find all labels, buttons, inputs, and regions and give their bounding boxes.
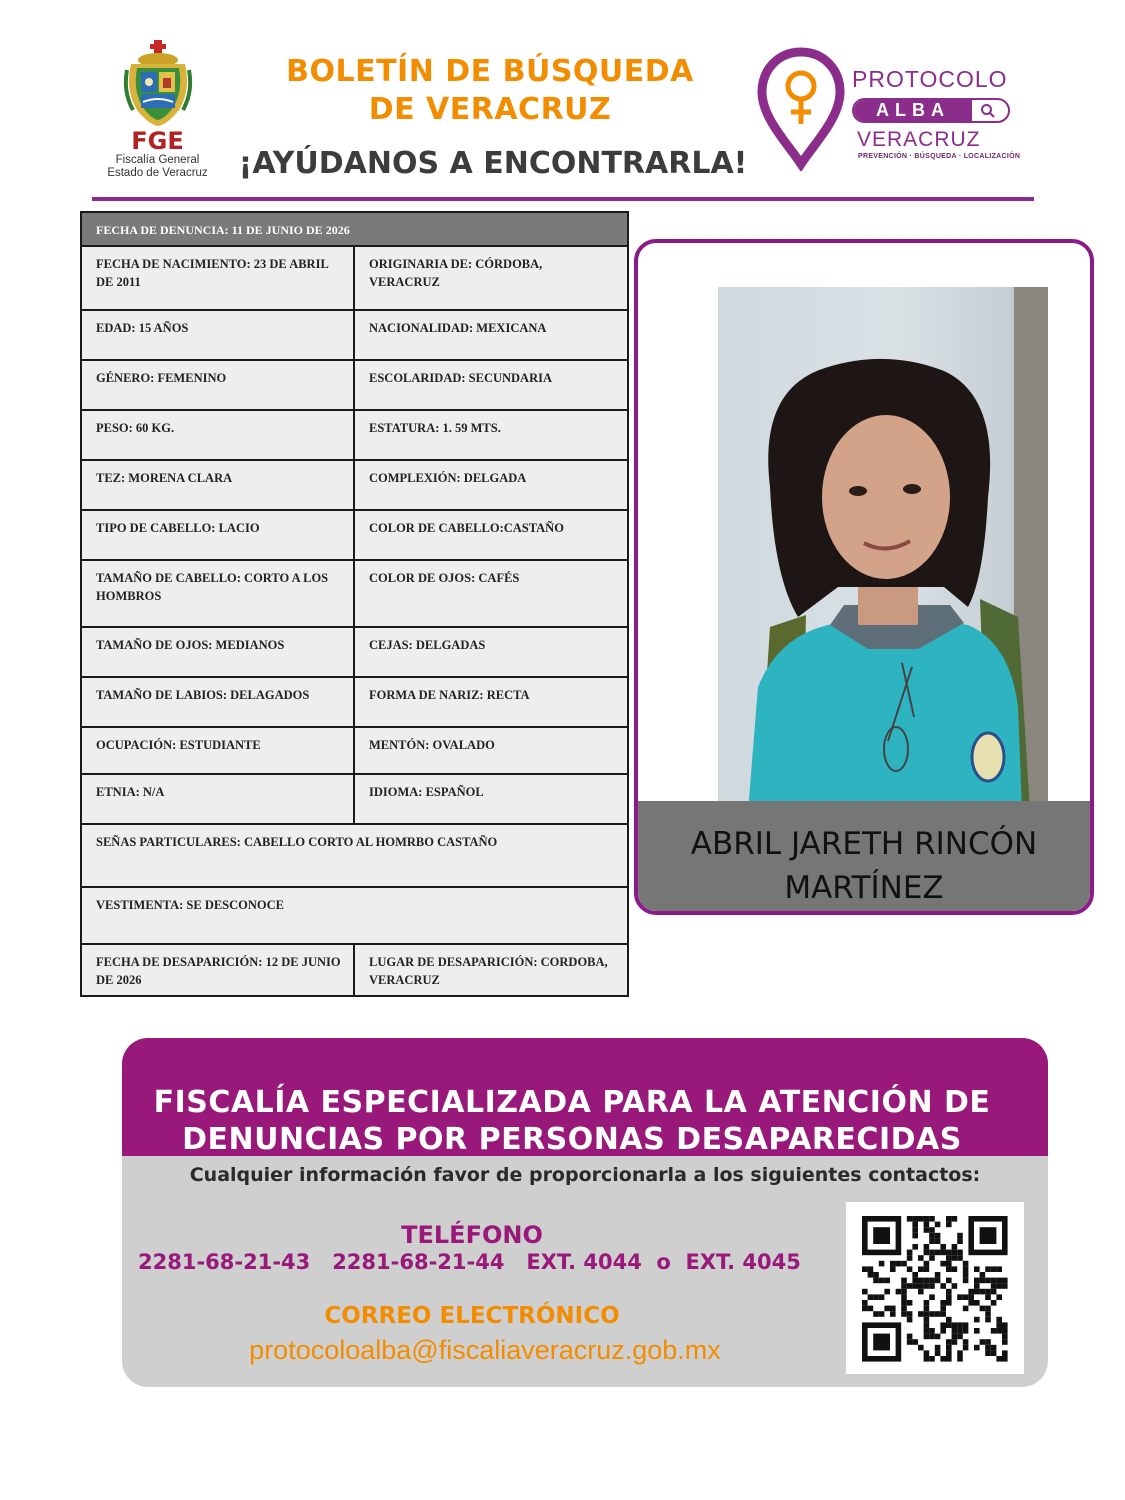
- table-row: [81, 824, 628, 887]
- bulletin-title-line1: BOLETÍN DE BÚSQUEDA: [286, 54, 694, 89]
- origin-cell: ORIGINARIA DE: CÓRDOBA, VERACRUZ: [354, 246, 628, 310]
- table-row: [81, 627, 628, 677]
- table-row: [81, 360, 628, 410]
- bulletin-title-line2: DE VERACRUZ: [368, 92, 612, 127]
- fge-name-line2: Estado de Veracruz: [107, 167, 208, 179]
- build-cell: COMPLEXIÓN: DELGADA: [354, 460, 628, 510]
- person-name-line1: ABRIL JARETH RINCÓN: [690, 826, 1038, 862]
- clothing-cell: VESTIMENTA: SE DESCONOCE: [81, 887, 628, 944]
- occupation-cell: OCUPACIÓN: ESTUDIANTE: [81, 727, 354, 774]
- contact-box: [122, 1038, 1048, 1387]
- name-panel: [638, 801, 1090, 911]
- eye-color-cell: COLOR DE OJOS: CAFÉS: [354, 560, 628, 627]
- table-row: [81, 246, 628, 310]
- fge-name-line1: Fiscalía General: [115, 154, 200, 166]
- table-row: [81, 510, 628, 560]
- table-row: [81, 677, 628, 727]
- header-divider: [92, 197, 1034, 201]
- phone-numbers[interactable]: 2281-68-21-43 2281-68-21-44 EXT. 4044 o EXT. 4045: [138, 1250, 801, 1274]
- distinguishing-marks-cell: SEÑAS PARTICULARES: CABELLO CORTO AL HOMRBO CASTAÑO: [81, 824, 628, 887]
- ethnicity-cell: ETNIA: N/A: [81, 774, 354, 824]
- hair-type-cell: TIPO DE CABELLO: LACIO: [81, 510, 354, 560]
- nose-shape-cell: FORMA DE NARIZ: RECTA: [354, 677, 628, 727]
- lip-size-cell: TAMAÑO DE LABIOS: DELAGADOS: [81, 677, 354, 727]
- person-name: [638, 801, 1090, 910]
- protocolo-label: PROTOCOLO: [852, 66, 1008, 92]
- portrait-illustration-icon: [718, 287, 1048, 811]
- table-row: [81, 887, 628, 944]
- table-row: [81, 944, 628, 996]
- schooling-cell: ESCOLARIDAD: SECUNDARIA: [354, 360, 628, 410]
- fge-acronym: FGE: [131, 127, 184, 155]
- fge-logo: [100, 40, 215, 185]
- fiscalia-title-line1: FISCALÍA ESPECIALIZADA PARA LA ATENCIÓN DE: [153, 1085, 991, 1120]
- email-link[interactable]: protocoloalba@fiscaliaveracruz.gob.mx: [249, 1335, 721, 1365]
- missing-person-photo: [718, 287, 1048, 811]
- birth-date-cell: FECHA DE NACIMIENTO: 23 DE ABRIL DE 2011: [81, 246, 354, 310]
- table-row: [81, 212, 628, 246]
- eyebrows-cell: CEJAS: DELGADAS: [354, 627, 628, 677]
- nationality-cell: NACIONALIDAD: MEXICANA: [354, 310, 628, 360]
- person-name-line2: MARTÍNEZ: [784, 870, 944, 906]
- help-find-her-title: ¡AYÚDANOS A ENCONTRARLA!: [238, 146, 748, 181]
- alba-pill: [852, 98, 1010, 123]
- alba-label: ALBA: [854, 100, 972, 121]
- disappearance-place-cell: LUGAR DE DESAPARICIÓN: CORDOBA, VERACRUZ: [354, 944, 628, 996]
- weight-cell: PESO: 60 KG.: [81, 410, 354, 460]
- table-row: [81, 774, 628, 824]
- location-pin-icon: [756, 46, 846, 171]
- qr-code-icon: [846, 1202, 1024, 1374]
- table-row: [81, 310, 628, 360]
- veracruz-seal-icon: [123, 40, 193, 126]
- qr-code[interactable]: [846, 1202, 1024, 1374]
- skin-tone-cell: TEZ: MORENA CLARA: [81, 460, 354, 510]
- email-label: CORREO ELECTRÓNICO: [324, 1303, 620, 1329]
- language-cell: IDIOMA: ESPAÑOL: [354, 774, 628, 824]
- phone-label: TELÉFONO: [401, 1221, 543, 1249]
- table-row: [81, 560, 628, 627]
- table-row: [81, 727, 628, 774]
- hair-color-cell: COLOR DE CABELLO:CASTAÑO: [354, 510, 628, 560]
- search-icon: [980, 103, 996, 119]
- disappearance-date-cell: FECHA DE DESAPARICIÓN: 12 DE JUNIO DE 2026: [81, 944, 354, 996]
- veracruz-label: VERACRUZ: [857, 128, 981, 151]
- alba-tagline: PREVENCIÓN · BÚSQUEDA · LOCALIZACIÓN: [858, 153, 1021, 160]
- age-cell: EDAD: 15 AÑOS: [81, 310, 354, 360]
- missing-person-data-table: [80, 211, 629, 997]
- height-cell: ESTATURA: 1. 59 MTS.: [354, 410, 628, 460]
- fiscalia-title: [122, 1084, 1022, 1158]
- table-row: [81, 410, 628, 460]
- eye-size-cell: TAMAÑO DE OJOS: MEDIANOS: [81, 627, 354, 677]
- fiscalia-title-line2: DENUNCIAS POR PERSONAS DESAPARECIDAS: [182, 1122, 962, 1157]
- gender-cell: GÉNERO: FEMENINO: [81, 360, 354, 410]
- photo-card: [634, 239, 1094, 915]
- hair-length-cell: TAMAÑO DE CABELLO: CORTO A LOS HOMBROS: [81, 560, 354, 627]
- report-date-cell: FECHA DE DENUNCIA: 11 DE JUNIO DE 2026: [81, 212, 628, 246]
- chin-cell: MENTÓN: OVALADO: [354, 727, 628, 774]
- table-row: [81, 460, 628, 510]
- contact-intro: Cualquier información favor de proporcionarla a los siguientes contactos:: [189, 1164, 981, 1186]
